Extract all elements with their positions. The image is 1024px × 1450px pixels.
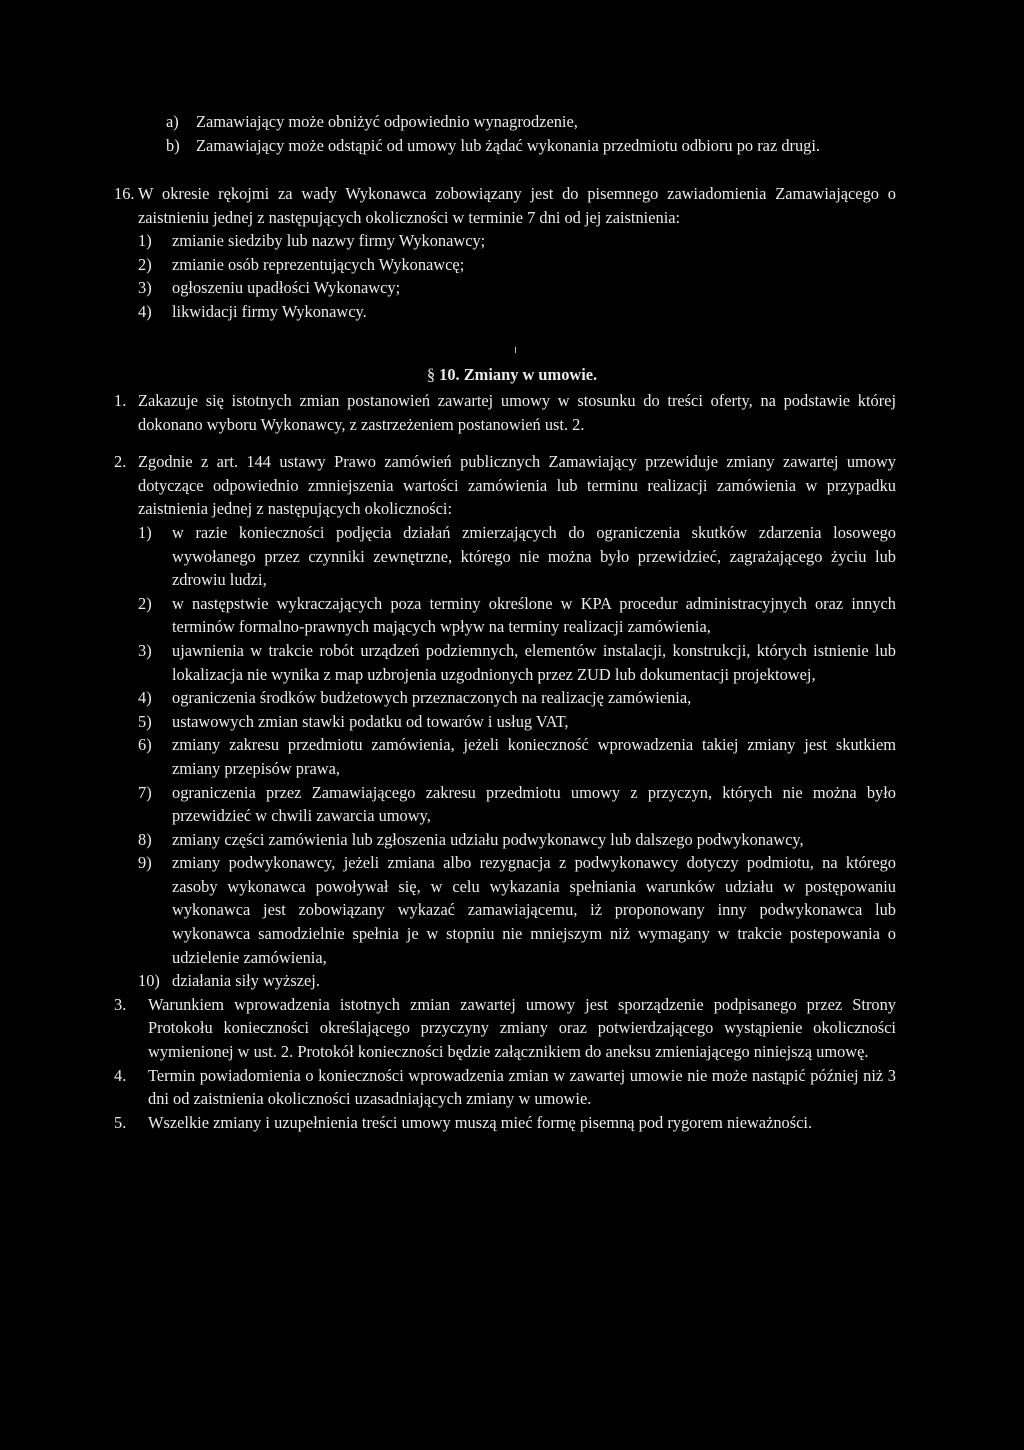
item-number: 4. [114,1065,127,1085]
item-text: ogłoszeniu upadłości Wykonawcy; [172,278,401,298]
item-text: W okresie rękojmi za wady Wykonawca zobowiązany jest do pisemnego zawiadomienia Zamawiającego o zaistnieniu jednej z następujących okoliczności w terminie 7 dni od jej zaistnienia: [138,184,896,227]
item-text: ustawowych zmian stawki podatku od towarów i usług VAT, [172,711,569,731]
section-10-body [0,389,1024,1134]
item-number: b) [166,135,180,155]
list-item-2-6 [138,733,896,780]
list-item-2-1 [138,521,896,592]
list-item-2-10 [138,969,896,993]
item-number: 16. [114,184,135,203]
paragraph-2 [114,450,896,521]
item-number: 3) [138,278,152,298]
list-item-2-8 [138,828,896,852]
item-text: w następstwie wykraczających poza terminy określone w KPA procedur administracyjnych oraz innych terminów formalno-prawnych mających wpływ na terminy realizacji zamówienia, [172,593,896,637]
item-number: 9) [138,853,152,873]
list-item-2-2 [138,592,896,639]
item-text: zmianie siedziby lub nazwy firmy Wykonawcy; [172,231,486,251]
item-text: Zakazuje się istotnych zmian postanowień zawartej umowy w stosunku do treści oferty, na podstawie której dokonano wyboru Wykonawcy, z zastrzeżeniem postanowień ust. 2. [138,391,896,434]
item-text: zmiany zakresu przedmiotu zamówienia, jeżeli konieczność wprowadzenia takiej zmiany jest skutkiem zmiany przepisów prawa, [172,735,896,778]
item-number: 5) [138,711,152,731]
item-number: 3) [138,640,152,660]
item-text: Zgodnie z art. 144 ustawy Prawo zamówień publicznych Zamawiający przewiduje zmiany zawartej umowy dotyczące odpowiednio zmniejszenia wartości zamówienia lub terminu realizacji zamówienia w przypadku zaistnienia jednej z następujących okoliczności: [138,452,896,519]
list-item-2-7 [138,781,896,828]
item-text: Zamawiający może obniżyć odpowiednio wynagrodzenie, [196,112,578,131]
item-number: 3. [114,994,127,1014]
list-item-2-9 [138,851,896,969]
item-number: 1) [138,522,152,542]
paragraph-3 [114,993,896,1064]
list-item-2-3 [138,639,896,686]
section-sign: § [426,365,436,384]
paragraph-4 [114,1064,896,1111]
section-title: 10. Zmiany w umowie. [439,365,598,384]
list-item-16-3 [138,276,896,300]
item-text: Warunkiem wprowadzenia istotnych zmian zawartej umowy jest sporządzenie podpisanego przez Strony Protokołu konieczności określającego przyczyny zmiany oraz potwierdzającego wystąpienie okoliczności wymienionej w ust. 2. Protokół konieczności będzie załącznikiem do aneksu zmieniającego niniejszą umowę. [148,994,896,1062]
paragraph-1 [114,389,896,436]
item-number: 4) [138,301,152,321]
item-number: 10) [138,971,160,991]
item-text: zmiany podwykonawcy, jeżeli zmiana albo rezygnacja z podwykonawcy dotyczy podmiotu, na którego zasoby wykonawca powoływał się, w celu wykazania spełniania warunków udziału w postępowaniu wykonawca jest zobowiązany wykazać zamawiającemu, iż proponowany inny podwykonawca lub wykonawca samodzielnie spełnia je w stopniu nie mniejszym niż wymagany w trakcie postepowania o udzielenie zamówienia, [172,853,896,967]
item-number: 8) [138,829,152,849]
item-number: 2) [138,254,152,274]
item-text: w razie konieczności podjęcia działań zmierzających do ograniczenia skutków zdarzenia losowego wywołanego przez czynniki zewnętrzne, którego nie można było przewidzieć, zagrażającego życiu lub zdrowiu ludzi, [172,522,896,590]
item-text: działania siły wyższej. [172,971,320,991]
item-number: 4) [138,688,152,708]
item-number: 2. [114,452,127,472]
list-item-b [166,134,896,158]
item-text: Termin powiadomienia o konieczności wprowadzenia zmian w zawartej umowie nie może nastąpić później niż 3 dni od zaistnienia okoliczności uzasadniających zmiany w umowie. [148,1065,896,1109]
list-item-2-4 [138,686,896,710]
paragraph-5 [114,1111,896,1135]
item-number: 6) [138,735,152,755]
item-text: ograniczenia środków budżetowych przeznaczonych na realizację zamówienia, [172,688,692,708]
list-item-16-4 [138,300,896,324]
item-text: ujawnienia w trakcie robót urządzeń podziemnych, elementów instalacji, konstrukcji, których istnienie lub lokalizacja nie wynika z map uzbrojenia uzgodnionych przez ZUD lub dokumentacji projektowej, [172,640,896,684]
item-text: zmianie osób reprezentujących Wykonawcę; [172,254,465,274]
item-text: Zamawiający może odstąpić od umowy lub żądać wykonania przedmiotu odbioru po raz drugi. [196,135,821,155]
item-number: 2) [138,593,152,613]
list-item-16 [114,182,896,229]
item-number: 7) [138,782,152,802]
list-a-b [0,110,1024,157]
item-number: 5. [114,1112,127,1132]
list-item-16-2 [138,253,896,277]
item-number: 1) [138,231,152,251]
item-text: ograniczenia przez Zamawiającego zakresu przedmiotu umowy z przyczyn, których nie można było przewidzieć w chwili zawarcia umowy, [172,782,896,826]
item-text: Wszelkie zmiany i uzupełnienia treści umowy muszą mieć formę pisemną pod rygorem nieważności. [148,1112,813,1132]
scan-mark [515,347,516,353]
paragraph-16 [0,182,1024,324]
item-number: 1. [114,391,127,410]
item-text: likwidacji firmy Wykonawcy. [172,301,367,321]
list-item-16-1 [138,229,896,253]
list-item-2-5 [138,710,896,734]
list-item-a [166,110,896,134]
item-text: zmiany części zamówienia lub zgłoszenia udziału podwykonawcy lub dalszego podwykonawcy, [172,829,804,849]
section-heading [0,363,1024,387]
item-number: a) [166,112,179,131]
